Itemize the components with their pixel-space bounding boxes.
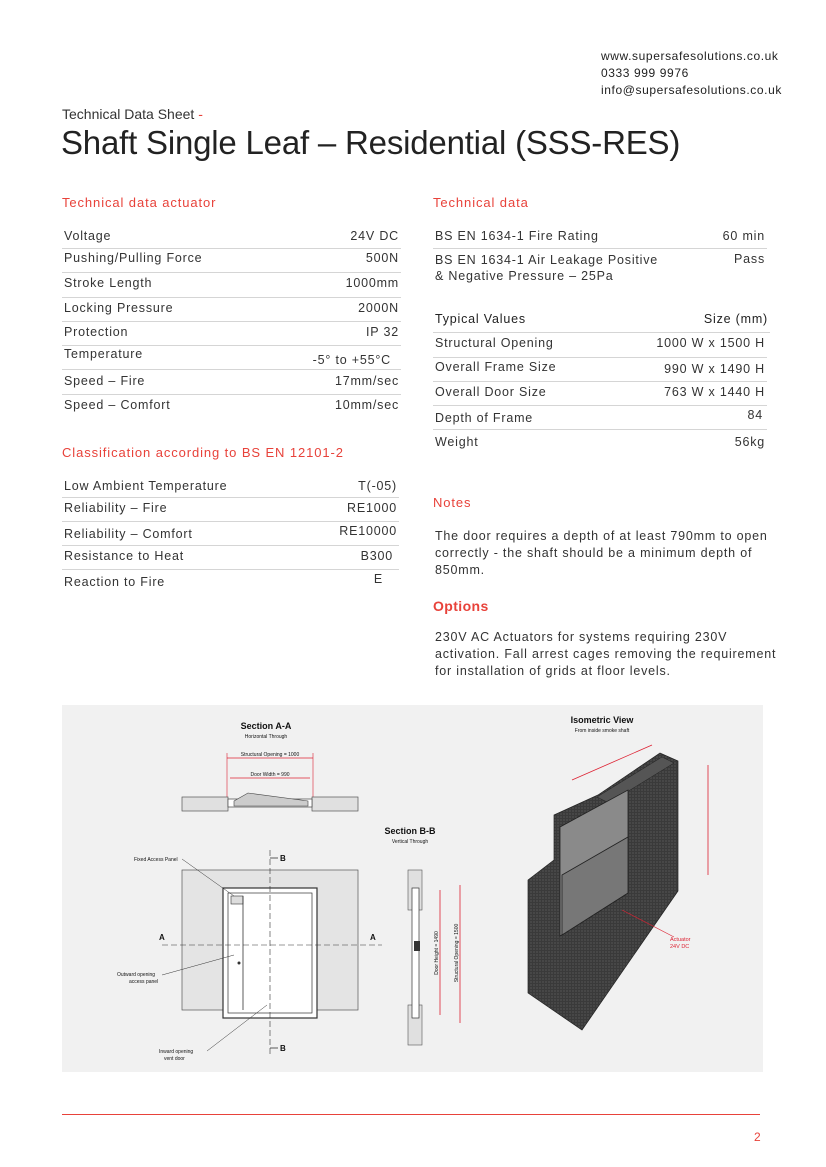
section-bb-subtitle: Vertical Through (391, 839, 429, 845)
header-label: Typical Values (435, 312, 526, 326)
website-link[interactable]: www.supersafesolutions.co.uk (600, 49, 779, 63)
inward-door-label-1: Inward opening (159, 1049, 194, 1055)
marker-b-bottom: B (280, 1044, 286, 1053)
row-label-line-1: BS EN 1634-1 Air Leakage Positive (435, 253, 659, 267)
row-label: Resistance to Heat (64, 549, 185, 563)
door-width-label: Door Width = 990 (250, 772, 290, 778)
row-label: BS EN 1634-1 Fire Rating (435, 229, 599, 243)
door-handle (238, 962, 241, 965)
row-value: 2000N (358, 301, 399, 315)
marker-a-right: A (370, 933, 376, 942)
row-label: Structural Opening (435, 336, 554, 350)
options-line: 230V AC Actuators for systems requiring 230V (435, 630, 728, 644)
table-header-row (433, 312, 770, 333)
page-number: 2 (754, 1130, 761, 1144)
row-value: 10mm/sec (334, 398, 399, 412)
row-value: 17mm/sec (334, 374, 399, 388)
table-row (433, 406, 767, 430)
table-row (62, 546, 399, 570)
notes-text (435, 528, 785, 579)
section-bb-title: Section B-B (384, 826, 436, 836)
technical-table (433, 229, 767, 288)
row-value: RE1000 (347, 501, 397, 515)
marker-a-left: A (159, 933, 165, 942)
row-label: Reaction to Fire (64, 575, 166, 589)
row-label: Stroke Length (64, 276, 153, 290)
row-value: Pass (734, 252, 765, 266)
email-link[interactable]: info@supersafesolutions.co.uk (600, 83, 782, 97)
options-text (435, 629, 795, 680)
table-row (62, 479, 399, 498)
row-label-line-2: & Negative Pressure – 25Pa (435, 269, 614, 283)
table-row (62, 346, 401, 370)
page-title: Shaft Single Leaf – Residential (SSS-RES) (61, 124, 681, 161)
table-row (62, 249, 401, 273)
row-value: 56kg (734, 435, 765, 449)
actuator-section (414, 941, 420, 951)
options-heading: Options (433, 598, 489, 614)
section-aa-subtitle: Horizontal Through (244, 734, 288, 740)
notes-heading: Notes (433, 495, 472, 510)
door-height-label: Door Height = 1490 (434, 931, 440, 975)
table-row (62, 370, 401, 395)
table-row (62, 570, 399, 592)
table-row (62, 522, 399, 546)
footer-rule (62, 1114, 760, 1115)
table-row (62, 229, 401, 249)
row-label: Protection (64, 325, 129, 339)
front-elevation (117, 850, 382, 1062)
row-value: -5° to +55°C (312, 353, 391, 367)
fixed-panel-shape (231, 896, 243, 904)
row-value: 500N (365, 251, 399, 265)
row-value: 1000 W x 1500 H (656, 336, 765, 350)
row-label: Reliability – Comfort (64, 527, 193, 541)
row-value: 1000mm (345, 276, 399, 290)
notes-line: 850mm. (435, 563, 485, 577)
row-value: E (373, 572, 383, 586)
contact-block (601, 48, 782, 99)
row-label: Overall Door Size (435, 385, 547, 399)
wall-right (312, 797, 358, 811)
iso-title: Isometric View (570, 715, 634, 725)
row-label: Speed – Comfort (64, 398, 171, 412)
notes-line: correctly - the shaft should be a minimum depth of (435, 546, 753, 560)
notes-line: The door requires a depth of at least 790mm to open (435, 529, 768, 543)
row-value: T(-05) (358, 479, 397, 493)
table-row (62, 273, 401, 298)
technical-drawing (62, 705, 763, 1072)
wall-left (182, 797, 228, 811)
outward-panel-label-1: Outward opening (117, 972, 156, 978)
table-row (62, 498, 399, 522)
row-label: Depth of Frame (435, 411, 534, 425)
frame-section (412, 888, 419, 1018)
iso-subtitle: From inside smoke shaft (574, 728, 630, 734)
table-row (62, 395, 401, 418)
marker-b-top: B (280, 854, 286, 863)
row-label: Temperature (64, 347, 143, 361)
row-value: 60 min (722, 229, 765, 243)
table-row (433, 358, 767, 382)
section-bb (384, 826, 460, 1045)
row-value: 763 W x 1440 H (664, 385, 765, 399)
row-label: Speed – Fire (64, 374, 146, 388)
row-value: 84 (747, 408, 763, 422)
structural-opening-h-label: Structural Opening = 1500 (454, 923, 460, 983)
classification-heading: Classification according to BS EN 12101-2 (62, 445, 344, 460)
inward-door-label-2: vent door (164, 1056, 185, 1062)
actuator-heading: Technical data actuator (62, 195, 217, 210)
options-line: activation. Fall arrest cages removing the requirement (435, 647, 777, 661)
actuator-table (62, 229, 401, 418)
row-value: B300 (360, 549, 393, 563)
table-row (62, 322, 401, 346)
options-line: for installation of grids at floor levels. (435, 664, 671, 678)
row-label: Pushing/Pulling Force (64, 251, 203, 265)
table-row (433, 249, 767, 288)
subtitle-text: Technical Data Sheet (62, 106, 195, 122)
actuator-label-1: Actuator (670, 937, 691, 943)
outward-panel-label-2: access panel (129, 979, 159, 985)
table-row (433, 229, 767, 249)
fixed-panel-label: Fixed Access Panel (134, 857, 178, 863)
row-value: 24V DC (350, 229, 399, 243)
row-label: Reliability – Fire (64, 501, 168, 515)
row-value: IP 32 (366, 325, 399, 339)
table-row (433, 430, 767, 455)
actuator-label-2: 24V DC (670, 944, 690, 950)
row-label (433, 252, 658, 284)
row-label: Locking Pressure (64, 301, 174, 315)
technical-drawing-panel (62, 705, 763, 1072)
isometric-view (528, 715, 708, 1030)
section-aa (182, 721, 358, 811)
subtitle-dash: - (198, 106, 203, 122)
document-subtitle (62, 106, 203, 122)
row-value: RE10000 (339, 524, 397, 538)
row-label: Voltage (64, 229, 112, 243)
technical-heading: Technical data (433, 195, 529, 210)
table-row (62, 298, 401, 322)
row-label: Weight (435, 435, 479, 449)
row-label: Low Ambient Temperature (64, 479, 228, 493)
header-value: Size (mm) (703, 312, 768, 326)
door-leaf-plan (234, 793, 308, 806)
typical-values-table (433, 312, 770, 455)
row-value: 990 W x 1490 H (664, 362, 765, 376)
structural-opening-w-label: Structural Opening = 1000 (240, 752, 300, 758)
phone-number[interactable]: 0333 999 9976 (600, 66, 689, 80)
table-row (433, 382, 767, 406)
table-row (433, 333, 767, 358)
row-label: Overall Frame Size (435, 360, 557, 374)
classification-table (62, 479, 399, 592)
section-aa-title: Section A-A (240, 721, 292, 731)
